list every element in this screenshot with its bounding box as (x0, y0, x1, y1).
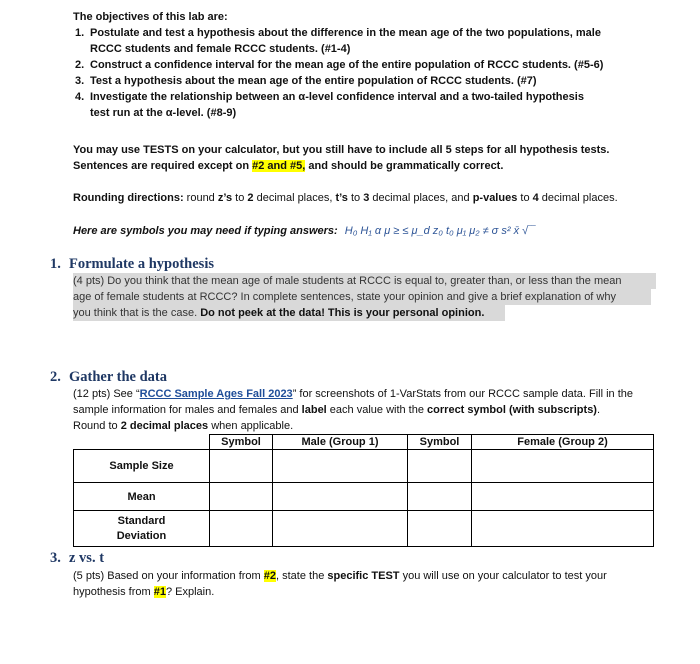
answer-cell[interactable] (273, 483, 408, 511)
q1-line2: age of female students at RCCC? In complete sentences, state your opinion and give a brief explanation of why (73, 289, 651, 305)
text: decimal places, and (369, 192, 473, 204)
answer-cell[interactable] (472, 450, 654, 483)
objective-number: 4. (75, 91, 85, 103)
objective-3 (75, 73, 537, 89)
row-label-sample-size: Sample Size (74, 450, 210, 483)
table-header-cell: Male (Group 1) (273, 435, 408, 450)
q3-title: z vs. t (69, 550, 105, 566)
answer-cell[interactable] (408, 450, 472, 483)
table-row (74, 450, 654, 483)
answer-cell[interactable] (210, 511, 273, 547)
table-row (74, 483, 654, 511)
objective-text: Postulate and test a hypothesis about the difference in the mean age of the two populations, male (90, 27, 601, 39)
q1-number: 1. (50, 256, 61, 272)
objective-number: 3. (75, 75, 85, 87)
answer-cell[interactable] (273, 511, 408, 547)
symbols-label: Here are symbols you may need if typing answers: (73, 225, 338, 237)
bold-text: specific TEST (327, 570, 400, 582)
sample-ages-link[interactable]: RCCC Sample Ages Fall 2023 (139, 388, 293, 400)
label-line: Deviation (116, 529, 167, 542)
answer-cell[interactable] (472, 483, 654, 511)
text: (5 pts) Based on your information from (73, 570, 264, 582)
text: you will use on your calculator to test your (399, 570, 607, 582)
objective-text: Test a hypothesis about the mean age of the entire population of RCCC students. (#7) (90, 75, 537, 87)
objective-1-cont: RCCC students and female RCCC students. (#1-4) (90, 43, 351, 55)
tests-note-line2 (73, 158, 503, 174)
symbols-line (73, 223, 536, 239)
text: sample information for males and females and (73, 404, 302, 416)
sample-data-table (73, 434, 654, 547)
text: Sentences are required except on (73, 160, 253, 172)
answer-cell[interactable] (210, 483, 273, 511)
q1-title: Formulate a hypothesis (69, 256, 214, 272)
answer-cell[interactable] (210, 450, 273, 483)
rounding-directions (73, 190, 618, 206)
objectives-heading: The objectives of this lab are: (73, 11, 228, 23)
text: hypothesis from (73, 586, 154, 598)
text: decimal places. (538, 192, 618, 204)
text: and should be grammatically correct. (305, 160, 504, 172)
q2-line3 (73, 418, 293, 434)
q3-line1 (73, 568, 607, 584)
text: to (347, 192, 364, 204)
text: . (596, 404, 601, 416)
z-term: z’s (217, 192, 233, 204)
objective-number: 1. (75, 27, 85, 39)
q3-number: 3. (50, 550, 61, 566)
q1-line3 (73, 305, 505, 321)
text: (12 pts) See “ (73, 388, 140, 400)
answer-cell[interactable] (273, 450, 408, 483)
bold-text: correct symbol (with subscripts) (427, 404, 597, 416)
p-term: p-values (472, 192, 518, 204)
text: to (517, 192, 533, 204)
q2-line2 (73, 402, 600, 418)
text: round (183, 192, 218, 204)
bold-text: label (301, 404, 327, 416)
q2-number: 2. (50, 369, 61, 385)
row-label-standard-deviation (74, 511, 210, 547)
highlight: #1 (153, 586, 166, 598)
text: Round to (73, 420, 121, 432)
q3-line2 (73, 584, 214, 600)
table-header-cell (74, 435, 210, 450)
highlight: #2 (263, 570, 276, 582)
objective-number: 2. (75, 59, 85, 71)
symbols-list: H₀ H₁ α μ ≥ ≤ μ_d z₀ t₀ μ₁ μ₂ ≠ σ s² x̄ √‾‾ (344, 225, 536, 237)
answer-cell[interactable] (408, 511, 472, 547)
table-row (74, 511, 654, 547)
text: ? Explain. (165, 586, 215, 598)
q2-line1 (73, 386, 633, 402)
label-line: Standard (117, 514, 166, 527)
text: , state the (276, 570, 328, 582)
objective-4 (75, 89, 584, 105)
text: each value with the (326, 404, 428, 416)
row-label-mean: Mean (74, 483, 210, 511)
t-term: t’s (335, 192, 348, 204)
objective-1 (75, 25, 601, 41)
text: when applicable. (208, 420, 294, 432)
text: decimal places, (253, 192, 336, 204)
text: you think that is the case. (73, 307, 201, 319)
objective-4-cont: test run at the α-level. (#8-9) (90, 107, 237, 119)
z-places: 2 (247, 192, 254, 204)
rounding-label: Rounding directions: (73, 192, 184, 204)
t-places: 3 (363, 192, 370, 204)
table-header-row (74, 435, 654, 450)
q1-line1: (4 pts) Do you think that the mean age of male students at RCCC is equal to, greater than, or less than the mean (73, 273, 656, 289)
tests-note-line1: You may use TESTS on your calculator, but you still have to include all 5 steps for all hypothesis tests. (73, 144, 610, 156)
table-header-cell: Female (Group 2) (472, 435, 654, 450)
objective-text: Construct a confidence interval for the mean age of the entire population of RCCC students. (#5-6) (90, 59, 604, 71)
table-header-cell: Symbol (210, 435, 273, 450)
answer-cell[interactable] (408, 483, 472, 511)
objective-2 (75, 57, 604, 73)
warning-text: Do not peek at the data! This is your personal opinion. (200, 307, 485, 319)
highlight: #2 and #5, (252, 160, 306, 172)
text: to (232, 192, 248, 204)
q2-title: Gather the data (69, 369, 168, 385)
answer-cell[interactable] (472, 511, 654, 547)
objective-text: Investigate the relationship between an α-level confidence interval and a two-tailed hypothesis (90, 91, 584, 103)
p-places: 4 (532, 192, 539, 204)
bold-text: 2 decimal places (120, 420, 209, 432)
table-header-cell: Symbol (408, 435, 472, 450)
text: ” for screenshots of 1-VarStats from our RCCC sample data. Fill in the (292, 388, 633, 400)
